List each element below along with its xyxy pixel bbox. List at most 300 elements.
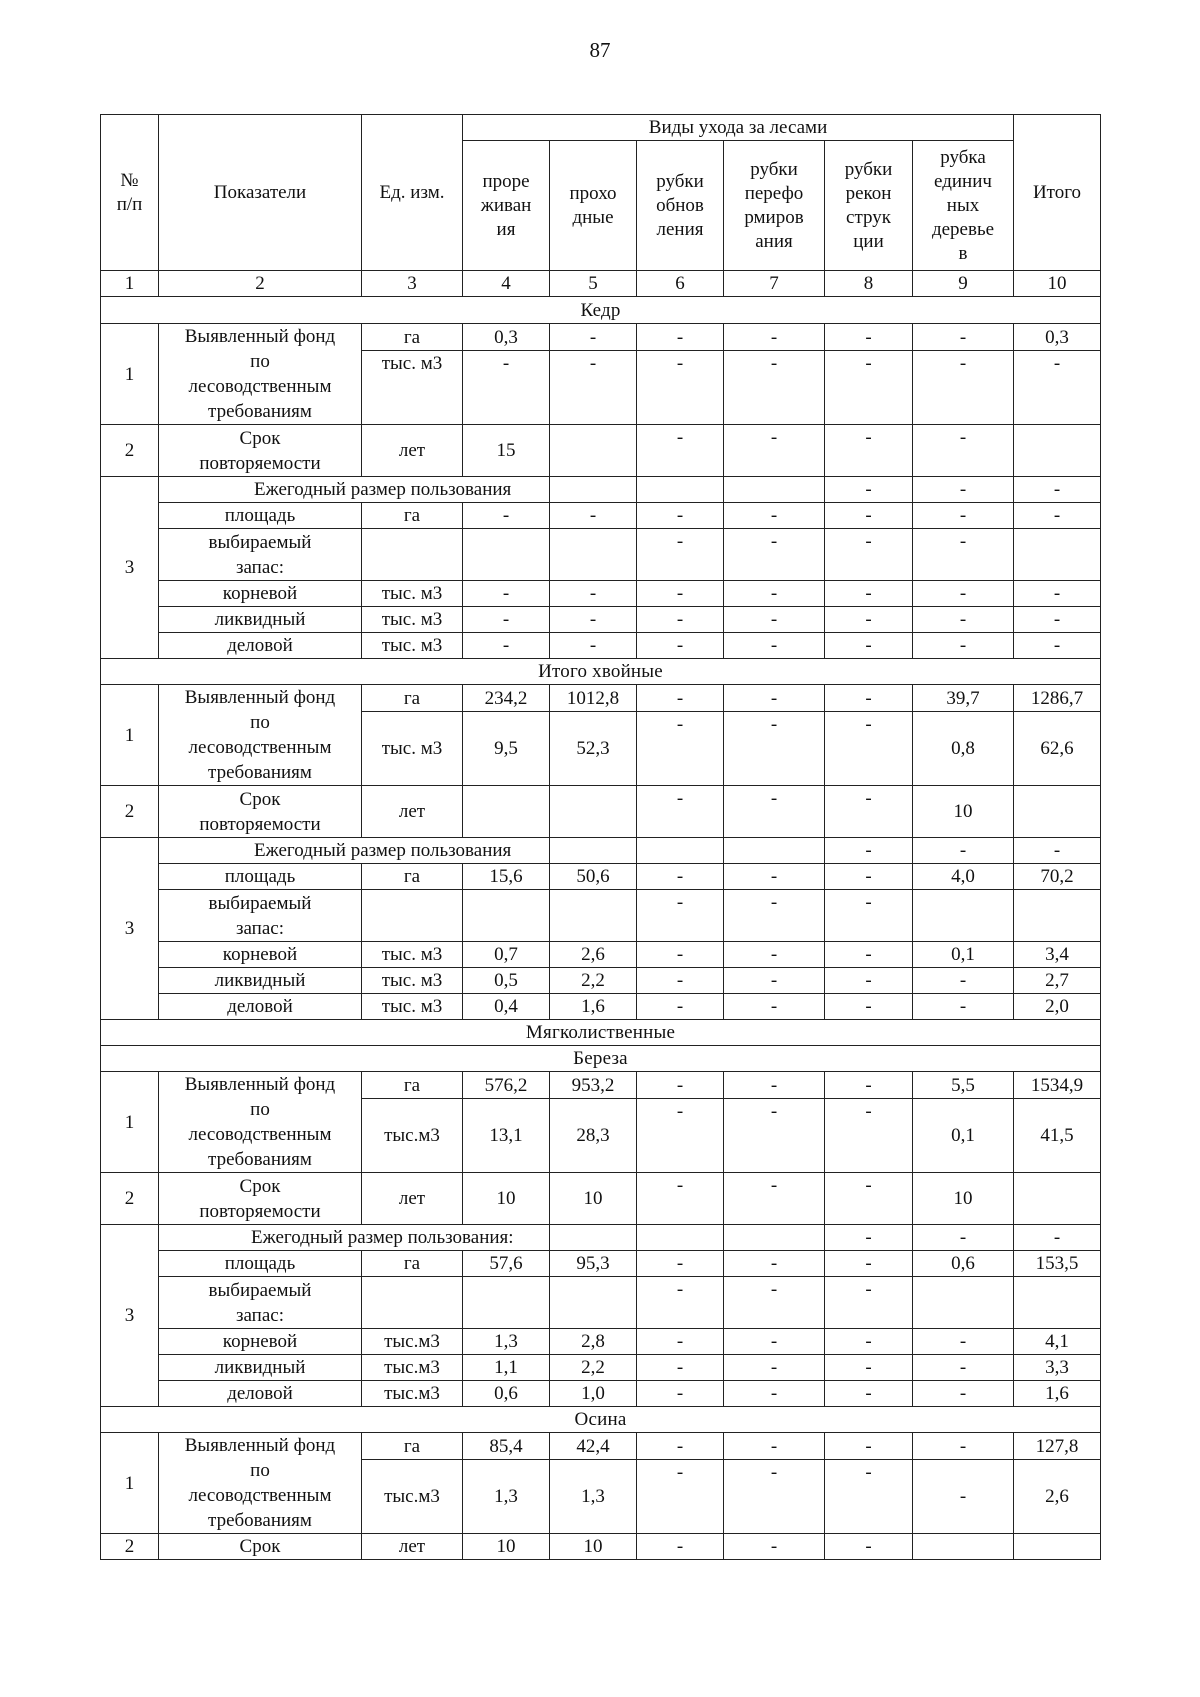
value-cell: -: [550, 324, 637, 351]
value-cell: 1012,8: [550, 685, 637, 712]
value-cell: 1,6: [550, 994, 637, 1020]
value-cell: -: [637, 864, 724, 890]
value-cell: [913, 1277, 1014, 1329]
value-cell: -: [724, 864, 825, 890]
value-cell: -: [463, 607, 550, 633]
value-cell: -: [825, 968, 913, 994]
unit-cell: га: [362, 324, 463, 351]
column-numbers-row: [101, 271, 1101, 297]
value-cell: -: [637, 1355, 724, 1381]
value-cell: -: [1014, 607, 1101, 633]
value-cell: 0,7: [463, 942, 550, 968]
row-number: 1: [101, 1072, 159, 1173]
value-cell: 0,6: [913, 1251, 1014, 1277]
value-cell: -: [637, 1460, 724, 1534]
unit-cell: тыс.м3: [362, 1460, 463, 1534]
value-cell: -: [825, 1460, 913, 1534]
value-cell: -: [825, 529, 913, 581]
section-title-conifer-total: Итого хвойные: [101, 659, 1101, 685]
unit-cell: [362, 529, 463, 581]
value-cell: 41,5: [1014, 1099, 1101, 1173]
value-cell: -: [637, 1173, 724, 1225]
value-cell: -: [724, 1277, 825, 1329]
value-cell: -: [637, 351, 724, 425]
value-cell: -: [825, 1381, 913, 1407]
value-cell: -: [637, 607, 724, 633]
liquid-label: ликвидный: [159, 968, 362, 994]
period-label: Срок повторяемости: [159, 786, 362, 838]
value-cell: [1014, 1173, 1101, 1225]
value-cell: [463, 890, 550, 942]
value-cell: 0,4: [463, 994, 550, 1020]
fund-label: Выявленный фонд по лесоводственным требованиям: [159, 324, 362, 425]
value-cell: 1,0: [550, 1381, 637, 1407]
value-cell: -: [637, 1072, 724, 1099]
value-cell: -: [724, 1173, 825, 1225]
col-number: 1: [101, 271, 159, 297]
value-cell: 13,1: [463, 1099, 550, 1173]
value-cell: -: [724, 1329, 825, 1355]
fund-label: Выявленный фонд по лесоводственным требованиям: [159, 1433, 362, 1534]
value-cell: -: [637, 786, 724, 838]
value-cell: -: [825, 1355, 913, 1381]
value-cell: -: [825, 685, 913, 712]
value-cell: 28,3: [550, 1099, 637, 1173]
value-cell: [637, 1225, 724, 1251]
value-cell: -: [724, 633, 825, 659]
value-cell: -: [1014, 503, 1101, 529]
value-cell: 4,1: [1014, 1329, 1101, 1355]
value-cell: -: [724, 529, 825, 581]
value-cell: 10: [913, 786, 1014, 838]
root-label: корневой: [159, 1329, 362, 1355]
value-cell: 0,1: [913, 1099, 1014, 1173]
value-cell: -: [913, 1225, 1014, 1251]
value-cell: 39,7: [913, 685, 1014, 712]
value-cell: -: [825, 324, 913, 351]
row-number: 1: [101, 324, 159, 425]
value-cell: -: [913, 477, 1014, 503]
value-cell: [913, 1534, 1014, 1560]
value-cell: -: [825, 838, 913, 864]
value-cell: -: [724, 1099, 825, 1173]
value-cell: 2,6: [550, 942, 637, 968]
value-cell: -: [724, 1072, 825, 1099]
value-cell: [1014, 425, 1101, 477]
value-cell: 1,3: [463, 1460, 550, 1534]
forest-care-table: [100, 114, 1101, 1560]
business-label: деловой: [159, 994, 362, 1020]
fund-label: Выявленный фонд по лесоводственным требованиям: [159, 1072, 362, 1173]
unit-cell: га: [362, 503, 463, 529]
value-cell: -: [724, 1251, 825, 1277]
value-cell: -: [825, 1277, 913, 1329]
annual-label: Ежегодный размер пользования: [159, 477, 550, 503]
value-cell: 50,6: [550, 864, 637, 890]
unit-cell: га: [362, 1251, 463, 1277]
stock-label: выбираемый запас:: [159, 529, 362, 581]
value-cell: -: [1014, 351, 1101, 425]
value-cell: 127,8: [1014, 1433, 1101, 1460]
value-cell: 15,6: [463, 864, 550, 890]
value-cell: -: [825, 1534, 913, 1560]
col-number: 6: [637, 271, 724, 297]
value-cell: -: [724, 712, 825, 786]
row-number: 2: [101, 1173, 159, 1225]
value-cell: 3,4: [1014, 942, 1101, 968]
row-number: 3: [101, 477, 159, 659]
value-cell: 1534,9: [1014, 1072, 1101, 1099]
value-cell: 1286,7: [1014, 685, 1101, 712]
value-cell: 0,8: [913, 712, 1014, 786]
value-cell: 0,6: [463, 1381, 550, 1407]
row-number: 2: [101, 786, 159, 838]
unit-cell: лет: [362, 786, 463, 838]
value-cell: -: [637, 1251, 724, 1277]
unit-cell: тыс. м3: [362, 994, 463, 1020]
header-type-6: рубка единич ных деревье в: [913, 141, 1014, 271]
col-number: 2: [159, 271, 362, 297]
value-cell: [463, 1277, 550, 1329]
value-cell: -: [637, 1433, 724, 1460]
business-label: деловой: [159, 1381, 362, 1407]
unit-cell: га: [362, 1433, 463, 1460]
value-cell: 0,5: [463, 968, 550, 994]
section-title-aspen: Осина: [101, 1407, 1101, 1433]
value-cell: [724, 1225, 825, 1251]
value-cell: 0,3: [463, 324, 550, 351]
value-cell: [1014, 529, 1101, 581]
col-number: 3: [362, 271, 463, 297]
value-cell: -: [825, 1329, 913, 1355]
value-cell: -: [1014, 633, 1101, 659]
unit-cell: лет: [362, 1173, 463, 1225]
value-cell: -: [724, 581, 825, 607]
value-cell: -: [637, 685, 724, 712]
value-cell: -: [637, 581, 724, 607]
value-cell: -: [637, 712, 724, 786]
annual-label: Ежегодный размер пользования:: [159, 1225, 550, 1251]
value-cell: -: [550, 633, 637, 659]
area-label: площадь: [159, 864, 362, 890]
root-label: корневой: [159, 581, 362, 607]
header-group: Виды ухода за лесами: [463, 115, 1014, 141]
value-cell: 1,6: [1014, 1381, 1101, 1407]
section-title-birch: Береза: [101, 1046, 1101, 1072]
value-cell: 576,2: [463, 1072, 550, 1099]
value-cell: -: [637, 1381, 724, 1407]
value-cell: -: [637, 503, 724, 529]
value-cell: -: [463, 351, 550, 425]
unit-cell: га: [362, 1072, 463, 1099]
value-cell: -: [913, 351, 1014, 425]
value-cell: 0,3: [1014, 324, 1101, 351]
value-cell: -: [463, 633, 550, 659]
value-cell: -: [637, 942, 724, 968]
value-cell: 95,3: [550, 1251, 637, 1277]
value-cell: [463, 529, 550, 581]
value-cell: 1,3: [463, 1329, 550, 1355]
value-cell: -: [724, 1355, 825, 1381]
value-cell: 10: [463, 1173, 550, 1225]
value-cell: -: [550, 581, 637, 607]
value-cell: 5,5: [913, 1072, 1014, 1099]
value-cell: 1,3: [550, 1460, 637, 1534]
value-cell: 1,1: [463, 1355, 550, 1381]
row-number: 1: [101, 1433, 159, 1534]
col-number: 7: [724, 271, 825, 297]
value-cell: -: [825, 890, 913, 942]
value-cell: -: [825, 477, 913, 503]
root-label: корневой: [159, 942, 362, 968]
value-cell: -: [724, 1381, 825, 1407]
header-type-1: проре живан ия: [463, 141, 550, 271]
value-cell: [1014, 1277, 1101, 1329]
value-cell: -: [1014, 477, 1101, 503]
row-number: 3: [101, 838, 159, 1020]
value-cell: [913, 890, 1014, 942]
unit-cell: лет: [362, 425, 463, 477]
value-cell: -: [825, 1251, 913, 1277]
value-cell: [550, 786, 637, 838]
value-cell: -: [724, 503, 825, 529]
value-cell: 85,4: [463, 1433, 550, 1460]
value-cell: -: [825, 425, 913, 477]
page-number: 87: [589, 38, 611, 62]
value-cell: -: [913, 1329, 1014, 1355]
value-cell: 3,3: [1014, 1355, 1101, 1381]
annual-label: Ежегодный размер пользования: [159, 838, 550, 864]
value-cell: 0,1: [913, 942, 1014, 968]
unit-cell: тыс. м3: [362, 581, 463, 607]
header-total: Итого: [1014, 115, 1101, 271]
value-cell: -: [550, 607, 637, 633]
value-cell: -: [825, 581, 913, 607]
value-cell: -: [1014, 581, 1101, 607]
header-type-3: рубки обнов ления: [637, 141, 724, 271]
value-cell: -: [825, 712, 913, 786]
value-cell: -: [913, 1433, 1014, 1460]
period-label: Срок: [159, 1534, 362, 1560]
value-cell: -: [724, 607, 825, 633]
unit-cell: тыс. м3: [362, 351, 463, 425]
section-title-softleaf: Мягколиственные: [101, 1020, 1101, 1046]
stock-label: выбираемый запас:: [159, 890, 362, 942]
value-cell: 10: [550, 1173, 637, 1225]
row-number: 1: [101, 685, 159, 786]
unit-cell: тыс. м3: [362, 607, 463, 633]
value-cell: -: [724, 685, 825, 712]
stock-label: выбираемый запас:: [159, 1277, 362, 1329]
value-cell: [637, 477, 724, 503]
value-cell: [550, 890, 637, 942]
value-cell: -: [825, 503, 913, 529]
value-cell: 10: [463, 1534, 550, 1560]
value-cell: -: [913, 529, 1014, 581]
value-cell: [637, 838, 724, 864]
value-cell: 70,2: [1014, 864, 1101, 890]
value-cell: [724, 838, 825, 864]
value-cell: -: [637, 1277, 724, 1329]
header-num: № п/п: [101, 115, 159, 271]
value-cell: 42,4: [550, 1433, 637, 1460]
value-cell: -: [825, 942, 913, 968]
value-cell: 234,2: [463, 685, 550, 712]
value-cell: 4,0: [913, 864, 1014, 890]
value-cell: -: [724, 994, 825, 1020]
unit-cell: [362, 890, 463, 942]
row-number: 3: [101, 1225, 159, 1407]
value-cell: -: [913, 994, 1014, 1020]
value-cell: -: [724, 1534, 825, 1560]
value-cell: -: [825, 1225, 913, 1251]
area-label: площадь: [159, 503, 362, 529]
value-cell: -: [724, 968, 825, 994]
value-cell: -: [825, 607, 913, 633]
value-cell: -: [724, 1460, 825, 1534]
section-title-kedr: Кедр: [101, 297, 1101, 324]
value-cell: [550, 1225, 637, 1251]
value-cell: 52,3: [550, 712, 637, 786]
value-cell: [1014, 786, 1101, 838]
unit-cell: тыс. м3: [362, 942, 463, 968]
value-cell: 10: [550, 1534, 637, 1560]
value-cell: 2,2: [550, 1355, 637, 1381]
value-cell: -: [463, 503, 550, 529]
value-cell: -: [825, 1099, 913, 1173]
value-cell: [550, 425, 637, 477]
value-cell: -: [913, 607, 1014, 633]
value-cell: -: [913, 581, 1014, 607]
value-cell: [463, 786, 550, 838]
value-cell: 57,6: [463, 1251, 550, 1277]
unit-cell: тыс.м3: [362, 1381, 463, 1407]
value-cell: -: [825, 994, 913, 1020]
value-cell: -: [825, 1433, 913, 1460]
period-label: Срок повторяемости: [159, 425, 362, 477]
value-cell: -: [913, 425, 1014, 477]
value-cell: -: [913, 633, 1014, 659]
value-cell: -: [825, 351, 913, 425]
value-cell: -: [550, 503, 637, 529]
value-cell: -: [637, 633, 724, 659]
unit-cell: лет: [362, 1534, 463, 1560]
value-cell: -: [724, 890, 825, 942]
value-cell: -: [724, 1433, 825, 1460]
unit-cell: тыс.м3: [362, 1099, 463, 1173]
value-cell: -: [463, 581, 550, 607]
unit-cell: тыс. м3: [362, 712, 463, 786]
value-cell: -: [550, 351, 637, 425]
value-cell: 62,6: [1014, 712, 1101, 786]
header-indicators: Показатели: [159, 115, 362, 271]
value-cell: -: [637, 529, 724, 581]
value-cell: [550, 838, 637, 864]
value-cell: -: [724, 324, 825, 351]
value-cell: -: [637, 1534, 724, 1560]
value-cell: -: [825, 864, 913, 890]
unit-cell: тыс. м3: [362, 633, 463, 659]
value-cell: -: [913, 968, 1014, 994]
value-cell: -: [637, 968, 724, 994]
value-cell: -: [1014, 1225, 1101, 1251]
col-number: 8: [825, 271, 913, 297]
value-cell: 2,2: [550, 968, 637, 994]
value-cell: -: [724, 351, 825, 425]
value-cell: [1014, 1534, 1101, 1560]
value-cell: [550, 529, 637, 581]
value-cell: -: [1014, 838, 1101, 864]
header-unit: Ед. изм.: [362, 115, 463, 271]
value-cell: 9,5: [463, 712, 550, 786]
value-cell: -: [913, 1355, 1014, 1381]
liquid-label: ликвидный: [159, 1355, 362, 1381]
value-cell: -: [637, 1099, 724, 1173]
unit-cell: тыс.м3: [362, 1329, 463, 1355]
value-cell: 153,5: [1014, 1251, 1101, 1277]
value-cell: -: [724, 942, 825, 968]
value-cell: -: [913, 838, 1014, 864]
unit-cell: га: [362, 685, 463, 712]
value-cell: 2,7: [1014, 968, 1101, 994]
value-cell: -: [637, 1329, 724, 1355]
value-cell: -: [825, 786, 913, 838]
business-label: деловой: [159, 633, 362, 659]
period-label: Срок повторяемости: [159, 1173, 362, 1225]
value-cell: -: [724, 425, 825, 477]
value-cell: -: [913, 503, 1014, 529]
value-cell: -: [637, 324, 724, 351]
value-cell: 953,2: [550, 1072, 637, 1099]
value-cell: -: [637, 994, 724, 1020]
col-number: 5: [550, 271, 637, 297]
col-number: 9: [913, 271, 1014, 297]
unit-cell: га: [362, 864, 463, 890]
value-cell: -: [724, 786, 825, 838]
value-cell: -: [825, 633, 913, 659]
value-cell: 2,0: [1014, 994, 1101, 1020]
liquid-label: ликвидный: [159, 607, 362, 633]
value-cell: [550, 477, 637, 503]
value-cell: -: [913, 1460, 1014, 1534]
unit-cell: тыс. м3: [362, 968, 463, 994]
value-cell: -: [637, 425, 724, 477]
value-cell: [550, 1277, 637, 1329]
value-cell: -: [637, 890, 724, 942]
col-number: 10: [1014, 271, 1101, 297]
row-number: 2: [101, 1534, 159, 1560]
fund-label: Выявленный фонд по лесоводственным требованиям: [159, 685, 362, 786]
value-cell: [724, 477, 825, 503]
value-cell: 2,8: [550, 1329, 637, 1355]
value-cell: 2,6: [1014, 1460, 1101, 1534]
value-cell: -: [913, 1381, 1014, 1407]
area-label: площадь: [159, 1251, 362, 1277]
value-cell: 15: [463, 425, 550, 477]
header-type-5: рубки рекон струк ции: [825, 141, 913, 271]
unit-cell: [362, 1277, 463, 1329]
header-type-2: прохо дные: [550, 141, 637, 271]
value-cell: 10: [913, 1173, 1014, 1225]
value-cell: -: [913, 324, 1014, 351]
value-cell: -: [825, 1173, 913, 1225]
unit-cell: тыс.м3: [362, 1355, 463, 1381]
header-type-4: рубки перефо рмиров ания: [724, 141, 825, 271]
col-number: 4: [463, 271, 550, 297]
value-cell: -: [825, 1072, 913, 1099]
row-number: 2: [101, 425, 159, 477]
value-cell: [1014, 890, 1101, 942]
